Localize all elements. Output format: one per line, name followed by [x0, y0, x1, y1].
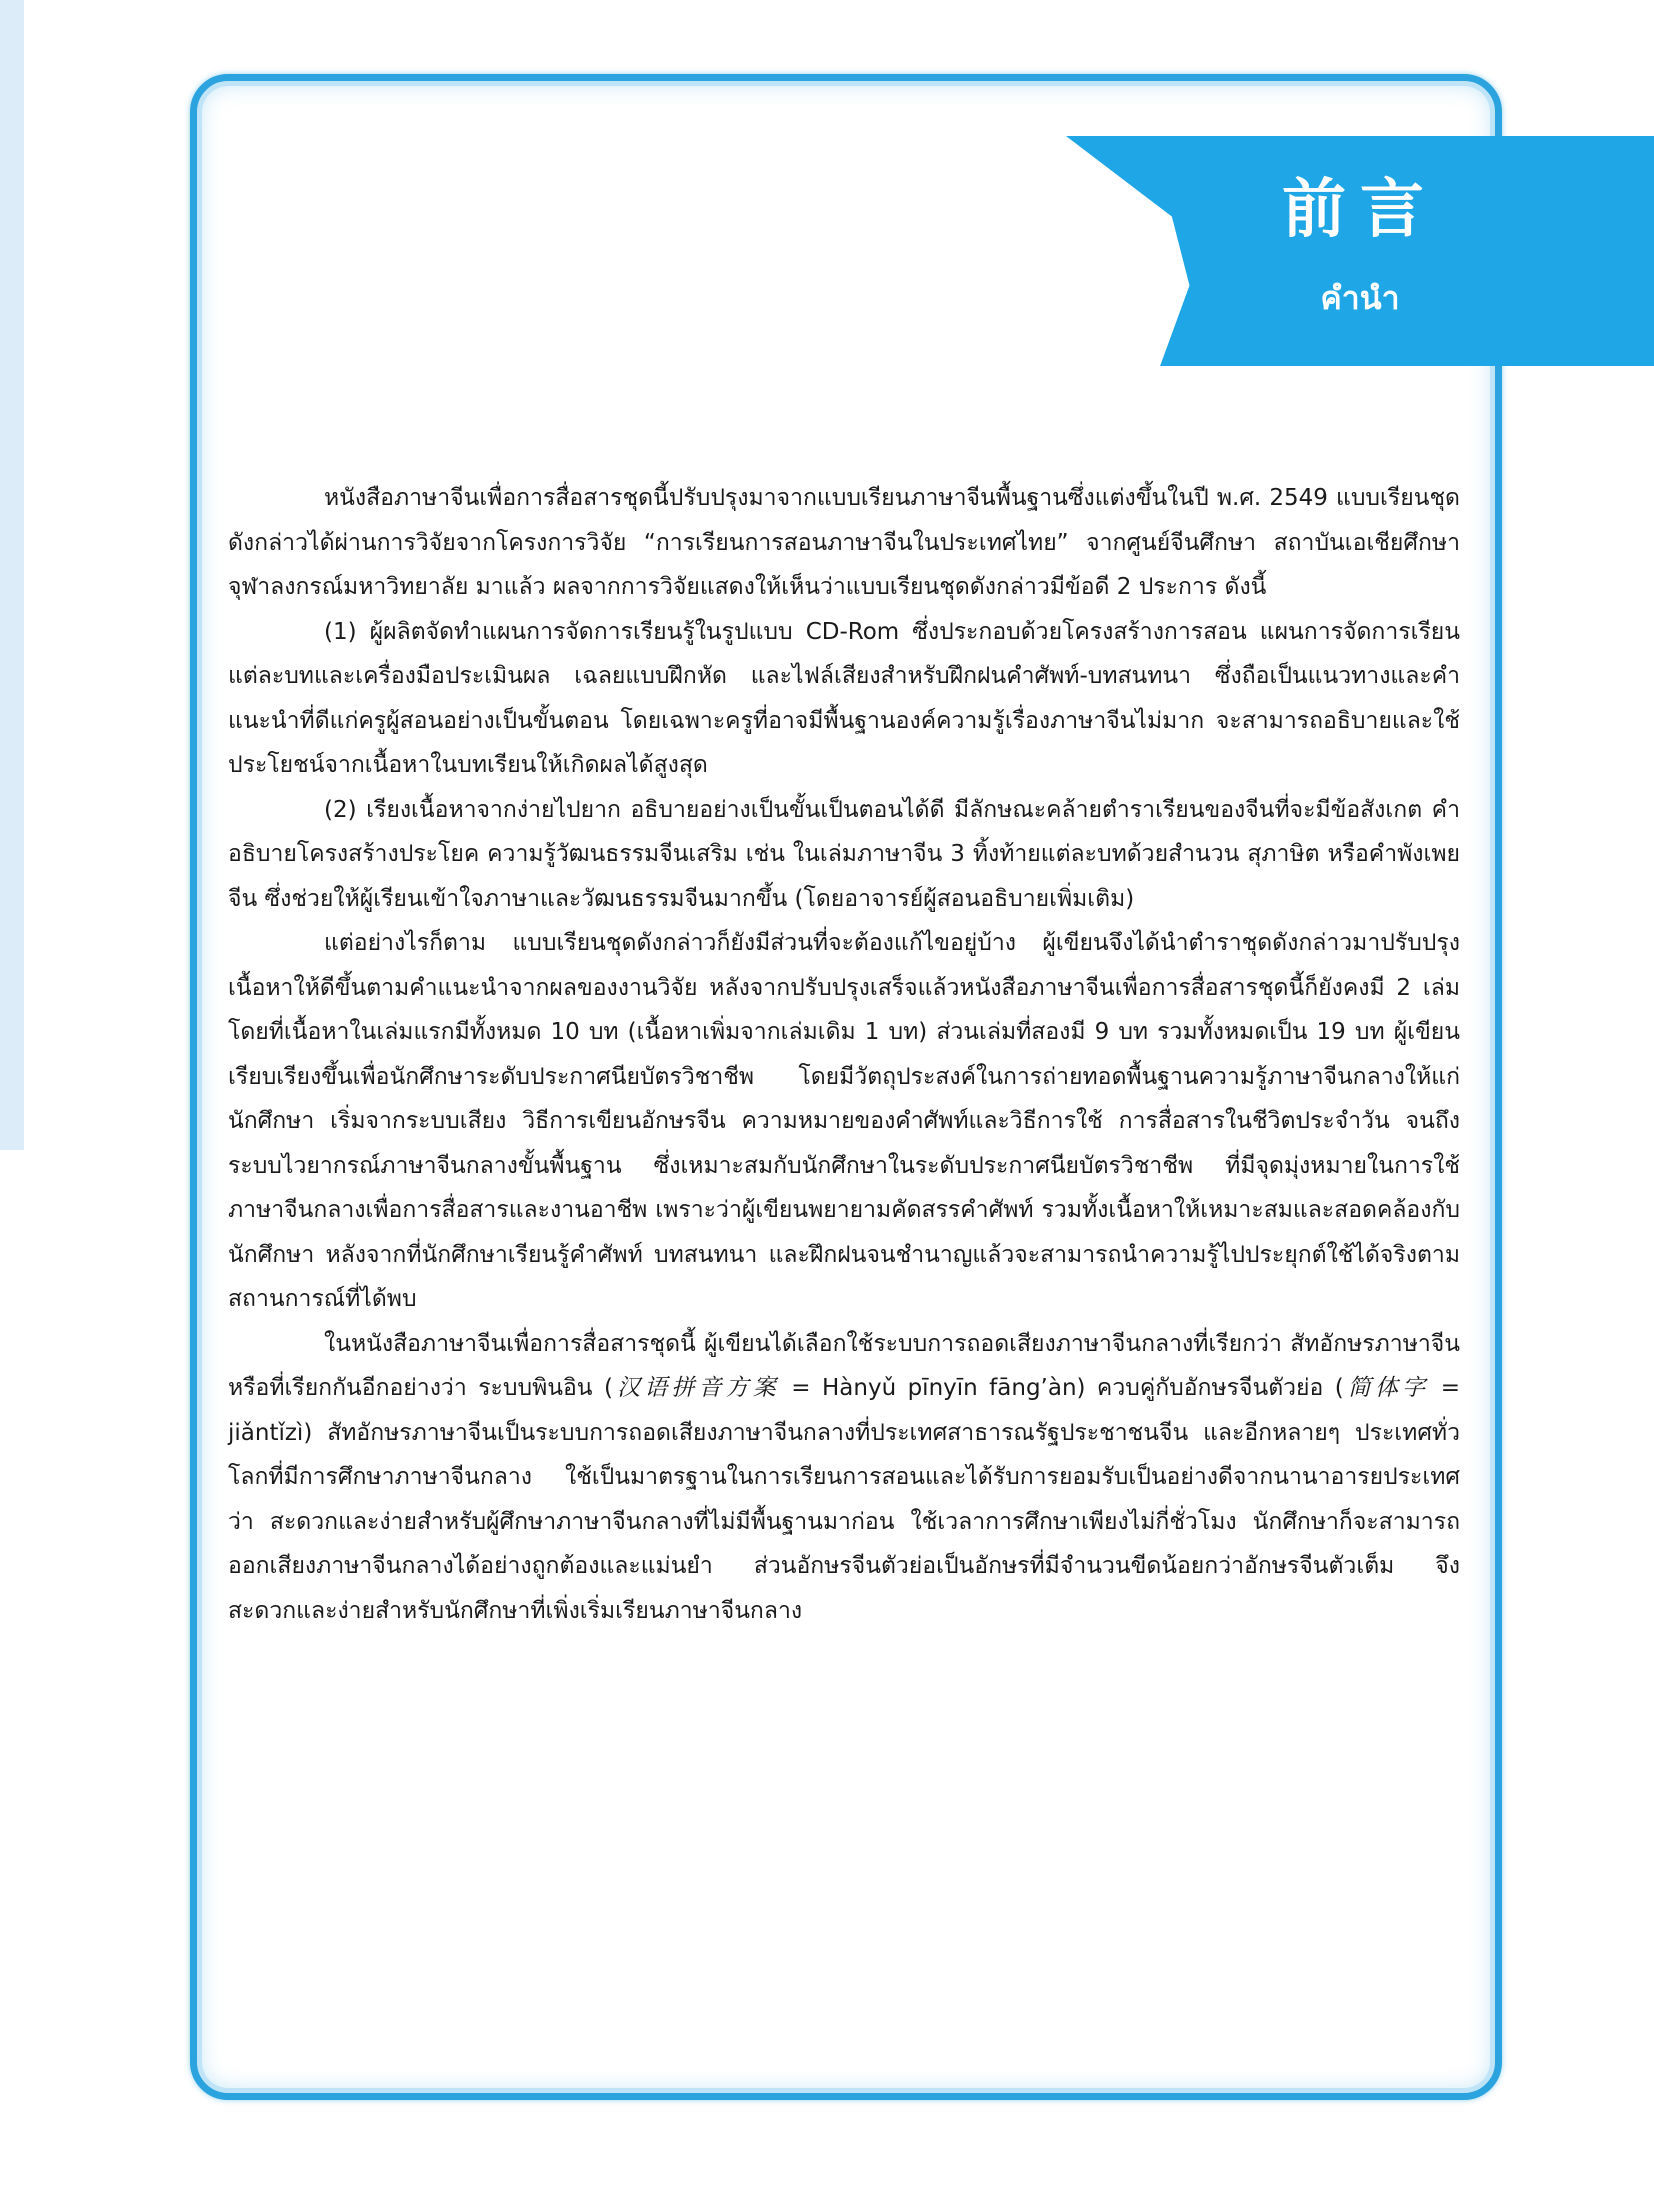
page-title-chinese: 前言 [1282, 172, 1438, 247]
paragraph-5-part-c: = jiǎntǐzì) สัทอักษรภาษาจีนเป็นระบบการถอดเสียงภาษาจีนกลางที่ประเทศสาธารณรัฐประชาชนจีน และอีกหลายๆ ประเทศทั่วโลกที่มีการศึกษาภาษาจีนกลาง ใช้เป็นมาตรฐานในการเรียนการสอนและได้รับการยอมรับเป็นอย่างดีจากนานาอารยประเทศว่า สะดวกและง่ายสำหรับผู้ศึกษาภาษาจีนกลางที่ไม่มีพื้นฐานมาก่อน ใช้เวลาการศึกษาเพียงไม่กี่ชั่วโมง นักศึกษาก็จะสามารถออกเสียงภาษาจีนกลางได้อย่างถูกต้องและแม่นยำ ส่วนอักษรจีนตัวย่อเป็นอักษรที่มีจำนวนขีดน้อยกว่าอักษรจีนตัวเต็ม จึงสะดวกและง่ายสำหรับนักศึกษาที่เพิ่งเริ่มเรียนภาษาจีนกลาง [228, 1375, 1460, 1624]
pinyin-scheme-chinese: 汉语拼音方案 [612, 1375, 780, 1401]
paragraph-5-part-b: = Hànyǔ pīnyīn fāng’àn) ควบคู่กับอักษรจีนตัวย่อ ( [779, 1375, 1344, 1401]
paragraph-3: (2) เรียงเนื้อหาจากง่ายไปยาก อธิบายอย่างเป็นขั้นเป็นตอนได้ดี มีลักษณะคล้ายตำราเรียนของจีนที่จะมีข้อสังเกต คำอธิบายโครงสร้างประโยค ความรู้วัฒนธรรมจีนเสริม เช่น ในเล่มภาษาจีน 3 ทิ้งท้ายแต่ละบทด้วยสำนวน สุภาษิต หรือคำพังเพยจีน ซึ่งช่วยให้ผู้เรียนเข้าใจภาษาและวัฒนธรรมจีนมากขึ้น (โดยอาจารย์ผู้สอนอธิบายเพิ่มเติม) [228, 796, 1460, 912]
simplified-chars-chinese: 简体字 [1343, 1375, 1430, 1401]
paragraph-5 [228, 1322, 1460, 1634]
page-title-thai: คำนำ [1320, 279, 1400, 317]
preface-body [228, 476, 1460, 1633]
paragraph-5-part-a: ในหนังสือภาษาจีนเพื่อการสื่อสารชุดนี้ ผู้เขียนได้เลือกใช้ระบบการถอดเสียงภาษาจีนกลางที่เรียกว่า สัทอักษรภาษาจีน หรือที่เรียกกันอีกอย่างว่า ระบบพินอิน ( [228, 1330, 1460, 1401]
paragraph-2: (1) ผู้ผลิตจัดทำแผนการจัดการเรียนรู้ในรูปแบบ CD-Rom ซึ่งประกอบด้วยโครงสร้างการสอน แผนการจัดการเรียนแต่ละบทและเครื่องมือประเมินผล เฉลยแบบฝึกหัด และไฟล์เสียงสำหรับฝึกฝนคำศัพท์-บทสนทนา ซึ่งถือเป็นแนวทางและคำแนะนำที่ดีแก่ครูผู้สอนอย่างเป็นขั้นตอน โดยเฉพาะครูที่อาจมีพื้นฐานองค์ความรู้เรื่องภาษาจีนไม่มาก จะสามารถอธิบายและใช้ประโยชน์จากเนื้อหาในบทเรียนให้เกิดผลได้สูงสุด [228, 618, 1460, 778]
paragraph-1: หนังสือภาษาจีนเพื่อการสื่อสารชุดนี้ปรับปรุงมาจากแบบเรียนภาษาจีนพื้นฐานซึ่งแต่งขึ้นในปี พ.ศ. 2549 แบบเรียนชุดดังกล่าวได้ผ่านการวิจัยจากโครงการวิจัย “การเรียนการสอนภาษาจีนในประเทศไทย” จากศูนย์จีนศึกษา สถาบันเอเชียศึกษา จุฬาลงกรณ์มหาวิทยาลัย มาแล้ว ผลจากการวิจัยแสดงให้เห็นว่าแบบเรียนชุดดังกล่าวมีข้อดี 2 ประการ ดังนี้ [228, 485, 1460, 600]
paragraph-4: แต่อย่างไรก็ตาม แบบเรียนชุดดังกล่าวก็ยังมีส่วนที่จะต้องแก้ไขอยู่บ้าง ผู้เขียนจึงได้นำตำราชุดดังกล่าวมาปรับปรุงเนื้อหาให้ดีขึ้นตามคำแนะนำจากผลของงานวิจัย หลังจากปรับปรุงเสร็จแล้วหนังสือภาษาจีนเพื่อการสื่อสารชุดนี้ก็ยังคงมี 2 เล่ม โดยที่เนื้อหาในเล่มแรกมีทั้งหมด 10 บท (เนื้อหาเพิ่มจากเล่มเดิม 1 บท) ส่วนเล่มที่สองมี 9 บท รวมทั้งหมดเป็น 19 บท ผู้เขียนเรียบเรียงขึ้นเพื่อนักศึกษาระดับประกาศนียบัตรวิชาชีพ โดยมีวัตถุประสงค์ในการถ่ายทอดพื้นฐานความรู้ภาษาจีนกลางให้แก่นักศึกษา เริ่มจากระบบเสียง วิธีการเขียนอักษรจีน ความหมายของคำศัพท์และวิธีการใช้ การสื่อสารในชีวิตประจำวัน จนถึงระบบไวยากรณ์ภาษาจีนกลางขั้นพื้นฐาน ซึ่งเหมาะสมกับนักศึกษาในระดับประกาศนียบัตรวิชาชีพ ที่มีจุดมุ่งหมายในการใช้ภาษาจีนกลางเพื่อการสื่อสารและงานอาชีพ เพราะว่าผู้เขียนพยายามคัดสรรคำศัพท์ รวมทั้งเนื้อหาให้เหมาะสมและสอดคล้องกับนักศึกษา หลังจากที่นักศึกษาเรียนรู้คำศัพท์ บทสนทนา และฝึกฝนจนชำนาญแล้วจะสามารถนำความรู้ไปประยุกต์ใช้ได้จริงตามสถานการณ์ที่ได้พบ [228, 930, 1460, 1312]
left-edge-strip [0, 0, 24, 1150]
